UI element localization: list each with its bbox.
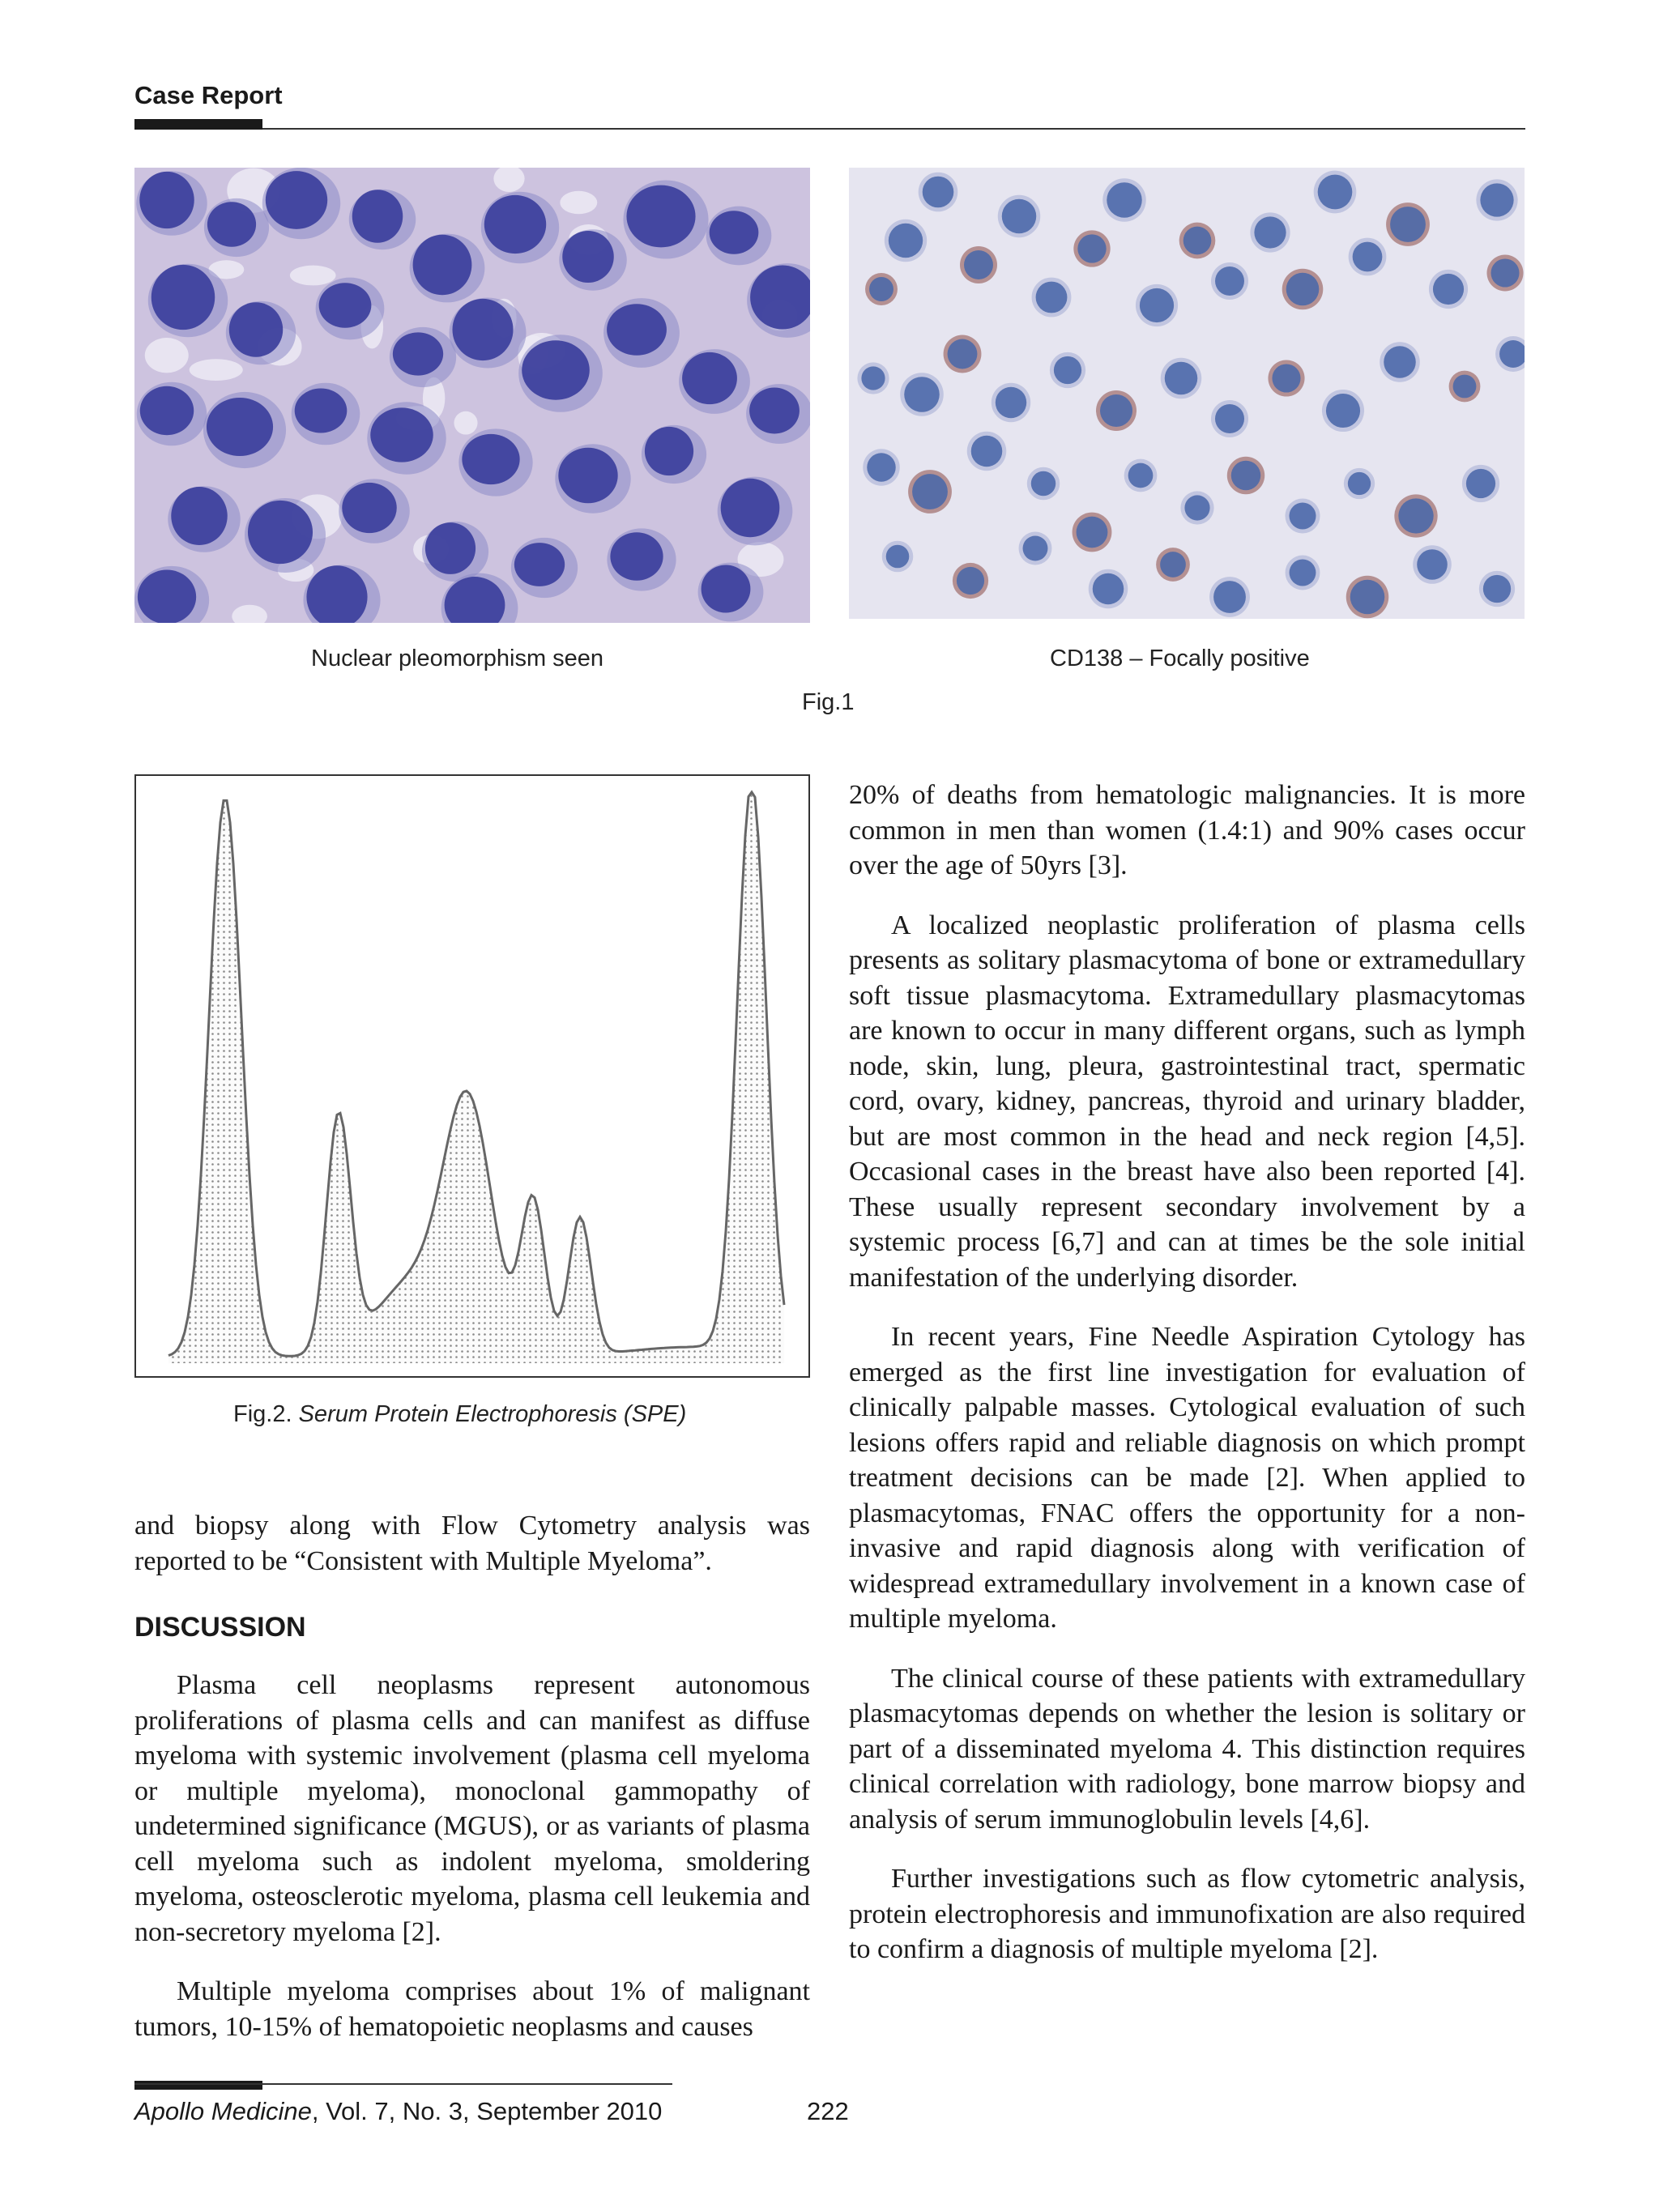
cell-nucleus [1483, 575, 1511, 603]
cell-nucleus [151, 265, 215, 330]
cell-nucleus [1002, 199, 1037, 234]
cell-nucleus [645, 427, 693, 475]
cell-nucleus [861, 366, 885, 390]
cell-nucleus [1254, 216, 1286, 248]
cell-nucleus [1390, 207, 1426, 242]
cell-nucleus [869, 277, 893, 301]
footer-accent-bar [134, 2081, 262, 2090]
cell-nucleus [971, 436, 1003, 467]
cell-nucleus [342, 483, 397, 533]
cell-nucleus [522, 340, 590, 400]
cell-nucleus [514, 543, 565, 586]
cell-nucleus [1433, 274, 1464, 305]
cell-nucleus [1384, 346, 1416, 378]
cell-nucleus [425, 522, 476, 574]
cell-nucleus [1107, 182, 1141, 217]
cell-nucleus [452, 299, 513, 360]
cell-nucleus [1348, 472, 1371, 495]
left-paragraph-1: and biopsy along with Flow Cytometry analysis was reported to be “Consistent with Multiple Myeloma”. [134, 1511, 810, 1576]
cell-nucleus [1093, 573, 1124, 605]
left-paragraph-3: Multiple myeloma comprises about 1% of malignant tumors, 10-15% of hematopoietic neoplasms and causes [134, 1976, 810, 2042]
right-paragraph-2: A localized neoplastic proliferation of plasma cells presents as solitary plasmacytoma of bone or extramedullary soft tissue plasmacytoma. Extramedullary plasmacytomas are known to occur in many different organs, such as lymph node, skin, lung, pleura, gastrointestinal tract, spermatic cord, ovary, kidney, pancreas, thyroid and urinary bladder, but are most common in the head and neck region [4,5]. Occasional cases in the breast have also been reported [4]. These usually represent secondary involvement by a systemic process [6,7] and can at times be the sole initial manifestation of the underlying disorder. [849, 910, 1525, 1293]
micrograph-nuclear-pleomorphism [134, 168, 810, 623]
cell-nucleus [207, 398, 273, 456]
cell-nucleus [957, 567, 984, 595]
cell-nucleus [889, 224, 923, 258]
left-column [134, 1508, 810, 2044]
cell-nucleus [1231, 461, 1260, 490]
vacuole [290, 266, 336, 286]
figure2-caption [233, 1401, 686, 1428]
cell-nucleus [626, 185, 695, 248]
cell-nucleus [1350, 580, 1385, 615]
vacuole [190, 359, 243, 381]
journal-issue: , Vol. 7, No. 3, September 2010 [311, 2097, 663, 2125]
cell-nucleus [207, 202, 256, 246]
cell-nucleus [710, 211, 759, 254]
header-rule [134, 128, 1525, 130]
cell-nucleus [413, 235, 472, 296]
cell-nucleus [1128, 463, 1154, 488]
cell-nucleus [484, 195, 546, 254]
cell-nucleus [721, 479, 780, 537]
cell-nucleus [562, 231, 614, 283]
cell-nucleus [886, 545, 910, 569]
cell-nucleus [1290, 560, 1316, 586]
cell-nucleus [702, 565, 751, 612]
cell-nucleus [1326, 394, 1360, 428]
cell-nucleus [1289, 502, 1316, 529]
vacuole [560, 191, 597, 214]
page-number: 222 [807, 2097, 849, 2125]
cell-nucleus [393, 332, 443, 375]
section-label: Case Report [134, 81, 283, 109]
cell-nucleus [1286, 273, 1320, 306]
cell-nucleus [996, 387, 1026, 418]
cell-nucleus [1453, 375, 1477, 399]
right-paragraph-4: The clinical course of these patients with extramedullary plasmacytomas depends on whether the lesion is solitary or part of a disseminated myeloma 4. This distinction requires clinical correlation with radiology, bone marrow biopsy and analysis of serum immunoglobulin levels [4,6]. [849, 1663, 1525, 1835]
header-accent-bar [134, 119, 262, 130]
cell-nucleus [1353, 242, 1383, 272]
cell-nucleus [1480, 183, 1513, 216]
cell-nucleus [749, 388, 800, 434]
micrograph-cd138 [849, 168, 1525, 619]
spe-electrophoresis-trace [134, 774, 810, 1378]
cell-nucleus [1215, 404, 1244, 433]
figure1-right-caption: CD138 – Focally positive [1050, 646, 1310, 671]
cell-nucleus [923, 177, 954, 208]
figure1-left-caption: Nuclear pleomorphism seen [311, 646, 604, 671]
right-paragraph-5: Further investigations such as flow cytometric analysis, protein electrophoresis and immunofixation are also required to confirm a diagnosis of multiple myeloma [2]. [849, 1864, 1525, 1964]
vacuole [145, 338, 189, 373]
spe-curve-fill [168, 792, 784, 1363]
cell-nucleus [1031, 471, 1056, 496]
cell-nucleus [352, 190, 403, 243]
cell-nucleus [607, 304, 667, 356]
cell-nucleus [370, 407, 433, 462]
cell-nucleus [140, 386, 194, 435]
cell-nucleus [248, 501, 313, 564]
figure2-label: Fig.2. [233, 1401, 292, 1427]
cell-nucleus [1183, 227, 1212, 255]
cell-nucleus [138, 570, 196, 623]
cell-nucleus [1318, 175, 1353, 210]
cell-nucleus [964, 250, 993, 279]
cell-nucleus [229, 302, 283, 357]
cell-nucleus [904, 377, 940, 412]
cell-nucleus [867, 453, 895, 481]
footer-rule [134, 2083, 672, 2085]
journal-name: Apollo Medicine [134, 2097, 312, 2125]
cell-nucleus [1077, 234, 1106, 262]
cell-nucleus [1100, 394, 1132, 427]
vacuole [454, 411, 477, 435]
cell-nucleus [171, 487, 227, 545]
cell-nucleus [1417, 549, 1448, 580]
cell-nucleus [1054, 356, 1081, 384]
right-paragraph-1: 20% of deaths from hematologic malignancies. It is more common in men than women (1.4:1) and 90% cases occur over the age of 50yrs [3]. [849, 780, 1525, 880]
cell-nucleus [1272, 364, 1300, 392]
cell-nucleus [912, 474, 948, 509]
cell-nucleus [1213, 581, 1246, 613]
figure1-label: Fig.1 [802, 689, 855, 715]
left-paragraph-2: Plasma cell neoplasms represent autonomous proliferations of plasma cells and can manifest as diffuse myeloma with systemic involvement (plasma cell myeloma or multiple myeloma), monoclonal gammopathy of undetermined significance (MGUS), or as variants of plasma cell myeloma such as indolent myeloma, smoldering myeloma, osteosclerotic myeloma, plasma cell leukemia and non-secretory myeloma [2]. [134, 1670, 810, 1947]
cell-nucleus [1023, 536, 1048, 561]
cell-nucleus [1077, 517, 1108, 548]
cell-nucleus [295, 389, 348, 433]
figure2-caption-text: Serum Protein Electrophoresis (SPE) [298, 1401, 687, 1427]
footer-journal-citation [134, 2097, 662, 2126]
cell-nucleus [1466, 469, 1495, 498]
right-column [849, 778, 1525, 1967]
cell-nucleus [462, 434, 519, 484]
cell-nucleus [1184, 495, 1209, 520]
cell-nucleus [139, 172, 194, 228]
cell-nucleus [948, 339, 978, 369]
cell-nucleus [558, 448, 617, 503]
cell-nucleus [1036, 282, 1068, 313]
cell-nucleus [1215, 266, 1244, 296]
cell-nucleus [682, 352, 737, 404]
cell-nucleus [319, 283, 372, 327]
cell-nucleus [1140, 288, 1174, 322]
cell-nucleus [1398, 498, 1433, 533]
section-heading-discussion: DISCUSSION [134, 1612, 306, 1643]
cell-nucleus [1491, 258, 1519, 287]
right-paragraph-3: In recent years, Fine Needle Aspiration Cytology has emerged as the first line investigation for evaluation of clinically palpable masses. Cytological evaluation of such lesions offers rapid and reliable diagnosis on which prompt treatment decisions can be made [2]. When applied to plasmacytomas, FNAC offers the opportunity for a non-invasive and rapid diagnosis along with verification of widespread extramedullary involvement in a known case of multiple myeloma. [849, 1322, 1525, 1634]
cell-nucleus [266, 171, 327, 229]
cell-nucleus [1160, 552, 1186, 578]
cell-nucleus [610, 532, 663, 580]
cell-nucleus [1165, 362, 1198, 395]
